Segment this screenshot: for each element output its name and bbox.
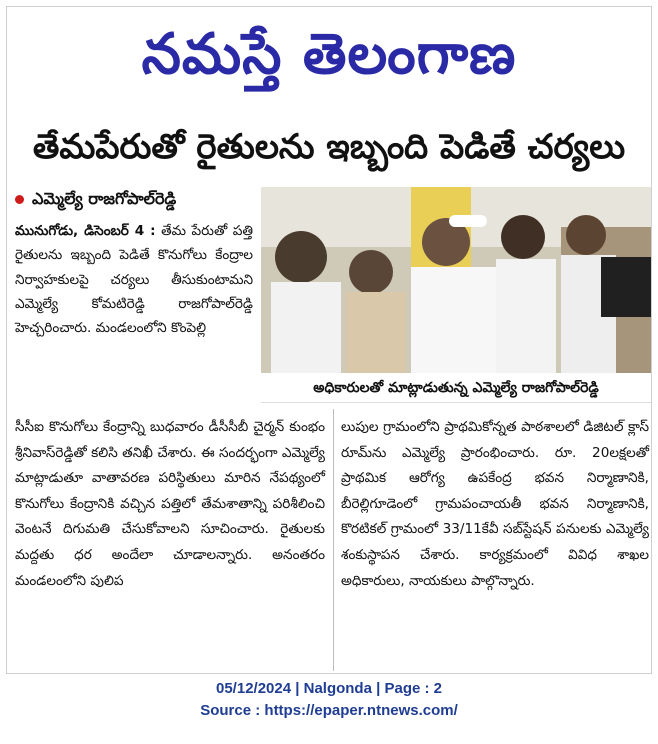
article-photo bbox=[261, 187, 651, 373]
article-byline bbox=[15, 185, 255, 213]
column-divider bbox=[333, 409, 334, 671]
article-body-left-column bbox=[15, 219, 253, 415]
article-headline: తేమపేరుతో రైతులను ఇబ్బంది పెడితే చర్యలు bbox=[32, 127, 626, 167]
newspaper-clipping bbox=[6, 6, 652, 674]
newspaper-masthead: నమస్తే తెలంగాణ bbox=[141, 22, 517, 87]
article-body-bottom-left: సీసీఐ కొనుగోలు కేంద్రాన్ని బుధవారం డీసీసీబీ చైర్మన్ కుంభం శ్రీనివాస్‌రెడ్డితో కలిసి తనిఖీ చేశారు. ఈ సందర్భంగా ఎమ్మెల్యే మాట్లాడుతూ వాతావరణ పరిస్థితులు మారిన నేపథ్యంలో కొనుగోలు కేంద్రానికి వచ్చిన పత్తిలో తేమశాతాన్ని పరిశీలించి వెంటనే దిగుమతి చేసుకోవాలని సూచించారు. రైతులకు మద్దతు ధర అందేలా చూడాలన్నారు. అనంతరం మండలంలోని పులిప bbox=[15, 419, 325, 589]
article-body-bottom-right: లుపుల గ్రామంలోని ప్రాథమికోన్నత పాఠశాలలో డిజిటల్ క్లాస్ రూమ్‌ను ఎమ్మెల్యే ప్రారంభించారు. రూ. 20లక్షలతో ప్రాథమిక ఆరోగ్య ఉపకేంద్ర భవన నిర్మాణానికి, బీరెల్లిగూడెంలో గ్రామపంచాయతీ భవన నిర్మాణానికి, కొరటికల్ గ్రామంలో 33/11కేవీ సబ్‌స్టేషన్ పనులకు ఎమ్మెల్యే శంకుస్థాపన చేశారు. కార్యక్రమంలో వివిధ శాఖల అధికారులు, నాయకులు పాల్గొన్నారు. bbox=[341, 419, 649, 589]
byline-text: ఎమ్మెల్యే రాజగోపాల్‌రెడ్డి bbox=[32, 189, 177, 208]
body-text-left: తేమ పేరుతో పత్తి రైతులను ఇబ్బంది పెడితే కొనుగోలు కేంద్రాల నిర్వాహకులపై చర్యలు తీసుకుంటామని ఎమ్మెల్యే కోమటిరెడ్డి రాజగోపాల్‌రెడ్డి హెచ్చరించారు. మండలంలోని కొంపెల్లి bbox=[15, 223, 253, 337]
footer-edition-line: 05/12/2024 | Nalgonda | Page : 2 bbox=[216, 680, 442, 697]
photo-caption: అధికారులతో మాట్లాడుతున్న ఎమ్మెల్యే రాజగోపాల్‌రెడ్డి bbox=[261, 373, 651, 403]
article-dateline: మునుగోడు, డిసెంబర్ 4 : bbox=[15, 223, 156, 239]
footer-source-link[interactable]: Source : https://epaper.ntnews.com/ bbox=[200, 702, 458, 719]
source-footer bbox=[0, 678, 658, 740]
red-bullet-icon bbox=[15, 195, 24, 204]
photo-illustration bbox=[261, 187, 651, 373]
